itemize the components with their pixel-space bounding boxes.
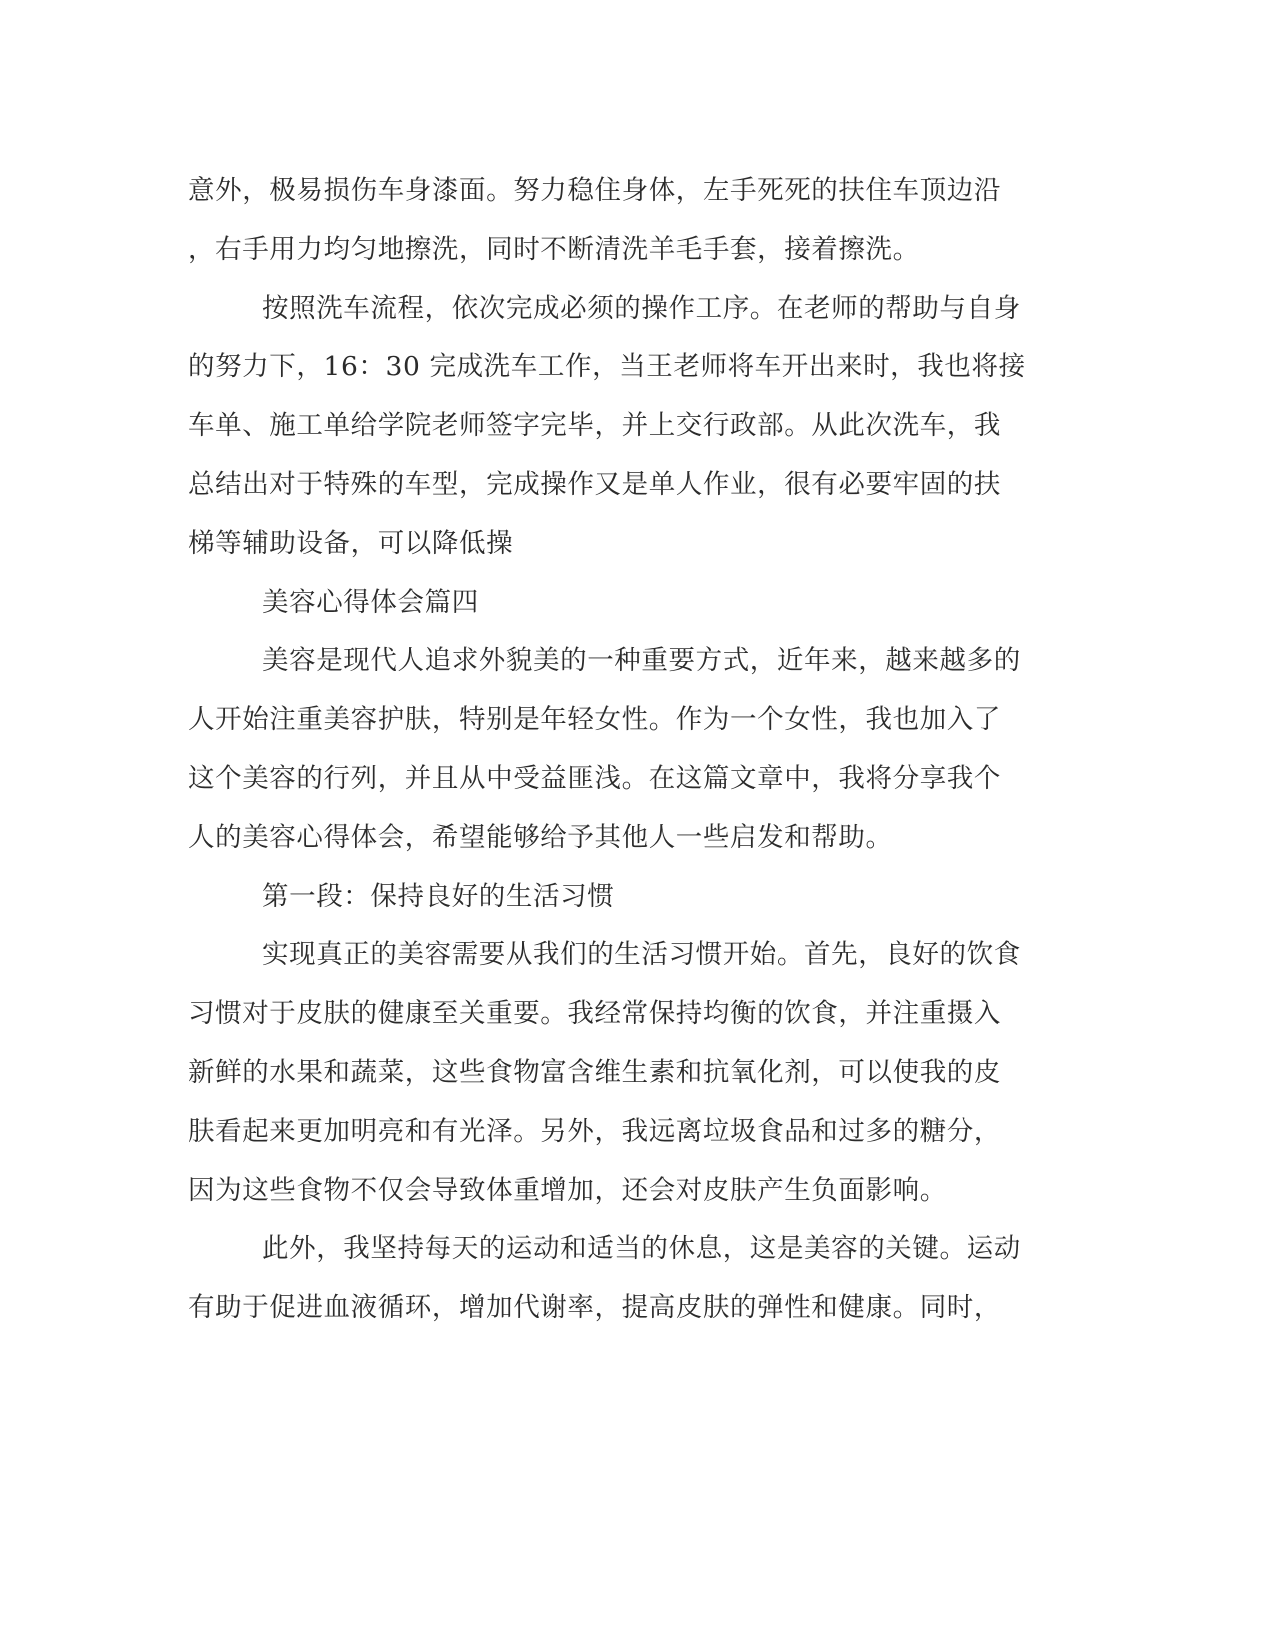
text-line: 美容是现代人追求外貌美的一种重要方式，近年来，越来越多的 [262, 645, 1021, 677]
text-line: 按照洗车流程，依次完成必须的操作工序。在老师的帮助与自身 [262, 292, 1021, 324]
text-line: 人开始注重美容护肤，特别是年轻女性。作为一个女性，我也加入了 [188, 704, 1001, 736]
document-body [188, 162, 1098, 1338]
text-line: 实现真正的美容需要从我们的生活习惯开始。首先，良好的饮食 [262, 939, 1021, 971]
section-heading: 美容心得体会篇四 [262, 586, 479, 618]
text-line: 梯等辅助设备，可以降低操 [188, 527, 514, 559]
text-line: 肤看起来更加明亮和有光泽。另外，我远离垃圾食品和过多的糖分， [188, 1115, 1001, 1147]
text-line: 意外，极易损伤车身漆面。努力稳住身体，左手死死的扶住车顶边沿 [188, 175, 1001, 206]
text-line: 新鲜的水果和蔬菜，这些食物富含维生素和抗氧化剂，可以使我的皮 [188, 1056, 1001, 1088]
text-line: 总结出对于特殊的车型，完成操作又是单人作业，很有必要牢固的扶 [188, 468, 1001, 500]
text-line: 车单、施工单给学院老师签字完毕，并上交行政部。从此次洗车，我 [188, 410, 1001, 442]
text-line: 这个美容的行列，并且从中受益匪浅。在这篇文章中，我将分享我个 [188, 762, 1001, 794]
text-line: 的努力下，16：30 完成洗车工作，当王老师将车开出来时，我也将接 [188, 351, 1026, 383]
text-line: 有助于促进血液循环，增加代谢率，提高皮肤的弹性和健康。同时， [188, 1292, 1001, 1324]
text-line: ，右手用力均匀地擦洗，同时不断清洗羊毛手套，接着擦洗。 [188, 233, 920, 265]
text-line: 此外，我坚持每天的运动和适当的休息，这是美容的关键。运动 [262, 1233, 1021, 1265]
text-line: 人的美容心得体会，希望能够给予其他人一些启发和帮助。 [188, 821, 893, 853]
subsection-heading: 第一段：保持良好的生活习惯 [262, 880, 615, 912]
text-line: 习惯对于皮肤的健康至关重要。我经常保持均衡的饮食，并注重摄入 [188, 998, 1001, 1030]
text-line: 因为这些食物不仅会导致体重增加，还会对皮肤产生负面影响。 [188, 1174, 947, 1206]
